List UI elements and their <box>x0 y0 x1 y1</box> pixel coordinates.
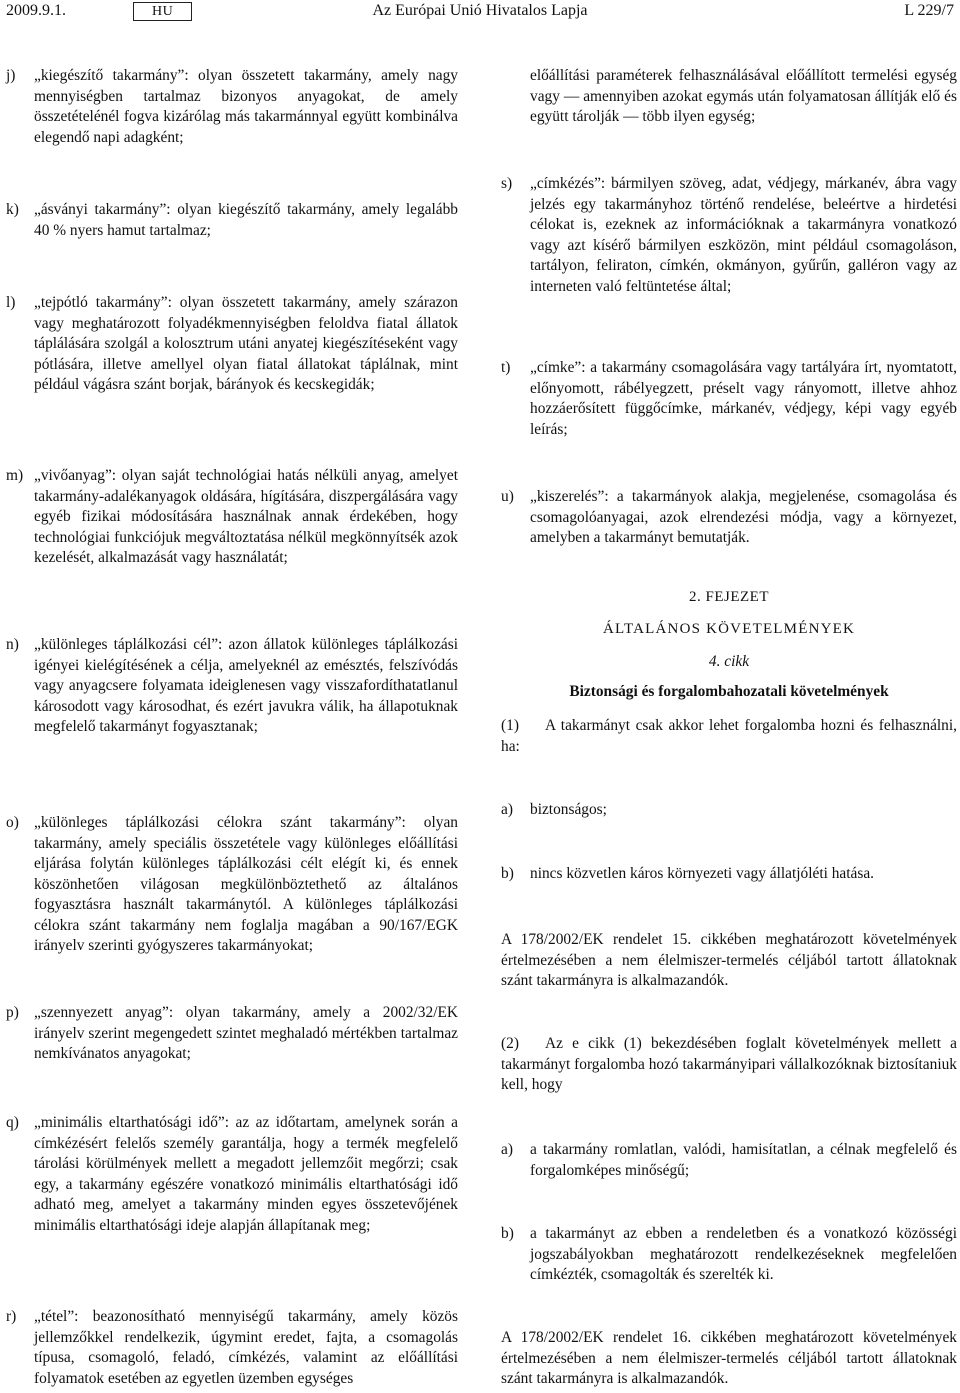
continuation-text: előállítási paraméterek felhasználásával előállított termelési egység vagy — amennyiben azokat egymás után folyamatosan állítják elő és együtt tárolják — több ilyen egység; <box>530 67 957 125</box>
item-text: „különleges táplálkozási cél”: azon állatok különleges táplálkozási igényei kielégítésének a célja, amelyeknél az emésztés, felszívódás vagy anyagcsere folyamata ideiglenesen vagy visszafordíthatatlanul károsodott vagy károsodhat, és ezért javukra válik, ha állapotuknak megfelelő takarmányt fogyasztanak; <box>34 636 458 735</box>
requirement-item-b <box>501 1224 957 1286</box>
paragraph-2-note: A 178/2002/EK rendelet 16. cikkében meghatározott követelmények értelmezésében a nem élelmiszer-termelés céljából tartott állatoknak szánt takarmányra is alkalmazandók. <box>501 1329 957 1387</box>
item-text: a takarmányt az ebben a rendeletben és a vonatkozó közösségi jogszabályokban meghatározott rendelkezéseknek megfelelően címkézték, csomagolták és szerelték ki. <box>530 1225 957 1283</box>
item-text: „címkézés”: bármilyen szöveg, adat, védjegy, márkanév, ábra vagy jelzés egy takarmányhoz történő rendelése, beleértve a hirdetési célokat is, ezeknek az információknak a takarmányra vonatkozó vagy azt kísérő bármilyen eszközön, mint például csomagoláson, tartályon, feliraton, címkén, okmányon, gyűrűn, galléron vagy az interneten való feltüntetése által; <box>530 175 957 295</box>
page-number: L 229/7 <box>904 2 954 19</box>
item-text: „címke”: a takarmány csomagolására vagy tartályára írt, nyomtatott, előnyomott, rábélyegzett, préselt vagy rányomott, illetve ahhoz hozzáerősített függőcímke, márkanév, védjegy, képi vagy egyéb leírás; <box>530 359 957 438</box>
item-label: t) <box>501 359 511 376</box>
definition-item-t <box>501 358 957 440</box>
item-text: „tétel”: beazonosítható mennyiségű takarmány, amely közös jellemzőkkel rendelkezik, úgymint eredet, fajta, a csomagolás típusa, csomagoló, feladó, címkézés, valamint az előállítási folyamatok esetében az egyetlen üzemben egységes <box>34 1308 458 1387</box>
condition-item-a <box>501 800 957 821</box>
item-label: u) <box>501 488 514 505</box>
item-label: q) <box>6 1114 19 1131</box>
item-text: „minimális eltarthatósági idő”: az az időtartam, amelynek során a címkézésért felelős személy garantálja, hogy a termék megfelelő tárolási körülmények mellett a megadott jellemzőit megőrzi; csak egy, a takarmány egészére vonatkozó minimális eltarthatósági idő adható meg, amelyet a takarmány minden egyes összetevőjének minimális eltarthatósági ideje alapján állapítanak meg; <box>34 1114 458 1234</box>
paragraph-text: A takarmányt csak akkor lehet forgalomba hozni és felhasználni, ha: <box>501 717 957 755</box>
item-label: s) <box>501 175 513 192</box>
item-text: „vivőanyag”: olyan saját technológiai hatás nélküli anyag, amelyet takarmány-adalékanyagok oldására, hígítására, diszpergálására vagy egyéb fizikai módosítására használnak annak érdekében, hogy technológiai funkciójuk megváltoztatása nélkül megkönnyítsék azok kezelését, alkalmazását vagy használatát; <box>34 467 458 566</box>
paragraph-number: (2) <box>501 1035 519 1052</box>
item-text: „szennyezett anyag”: olyan takarmány, amely a 2002/32/EK irányelv szerint megengedett szintet meghaladó mértékben tartalmaz nemkívánatos anyagokat; <box>34 1004 458 1062</box>
item-text: nincs közvetlen káros környezeti vagy állatjóléti hatása. <box>530 865 875 882</box>
publication-date: 2009.9.1. <box>6 2 66 19</box>
paragraph-1-note: A 178/2002/EK rendelet 15. cikkében meghatározott követelmények értelmezésében a nem élelmiszer-termelés céljából tartott állatoknak szánt takarmányra is alkalmazandók. <box>501 931 957 989</box>
definition-item-n <box>6 635 458 738</box>
chapter-title: ÁLTALÁNOS KÖVETELMÉNYEK <box>602 621 856 637</box>
condition-item-b <box>501 864 957 885</box>
definition-item-q <box>6 1113 458 1236</box>
item-label: b) <box>501 865 514 882</box>
requirement-item-a <box>501 1140 957 1181</box>
article-title: Biztonsági és forgalombahozatali követelmények <box>569 683 889 700</box>
right-column <box>501 0 957 1393</box>
item-label: m) <box>6 467 24 484</box>
item-label: o) <box>6 814 19 831</box>
item-label: r) <box>6 1308 17 1325</box>
item-text: „kiegészítő takarmány”: olyan összetett takarmány, amely nagy mennyiségben tartalmaz bizonyos anyagokat, de amely összetételénél fogva kizárólag más takarmánnyal együtt kombinálva elegendő napi adagként; <box>34 67 458 146</box>
item-text: „különleges táplálkozási célokra szánt takarmány”: olyan takarmány, amely speciális összetétele vagy különleges előállítási eljárása folytán különleges táplálkozási célt elégít ki, és ennek köszönhetően világosan megkülönböztethető az általános fogyasztásra használt takarmánytól. A különleges táplálkozási célokra szánt takarmány nem foglalja magában a 90/167/EGK irányelv szerinti gyógyszeres takarmányokat; <box>34 814 458 954</box>
paragraph-2 <box>501 1034 957 1096</box>
item-label: n) <box>6 636 19 653</box>
chapter-number: 2. FEJEZET <box>689 589 769 605</box>
article-number: 4. cikk <box>708 653 750 670</box>
item-label: b) <box>501 1225 514 1242</box>
paragraph-number: (1) <box>501 717 519 734</box>
paragraph-1 <box>501 716 957 757</box>
item-text: „tejpótló takarmány”: olyan összetett takarmány, amely szárazon vagy meghatározott folyadékmennyiségben feloldva fiatal állatok táplálására szolgál a kolosztrum utáni anyatej kiegészítéseként vagy pótlására, illetve amellyel olyan fiatal állatokat táplálnak, mint például vágásra szánt borjak, bárányok és kecskegidák; <box>34 294 458 393</box>
paragraph-text: Az e cikk (1) bekezdésében foglalt követelmények mellett a takarmányt forgalomba hozó takarmányipari vállalkozóknak biztosítaniuk kell, hogy <box>501 1035 957 1093</box>
journal-title: Az Európai Unió Hivatalos Lapja <box>372 2 588 19</box>
item-label: a) <box>501 801 513 818</box>
item-text: „ásványi takarmány”: olyan kiegészítő takarmány, amely legalább 40 % nyers hamut tartalmaz; <box>34 201 458 239</box>
definition-item-k <box>6 200 458 241</box>
item-label: a) <box>501 1141 513 1158</box>
definition-item-j <box>6 66 458 148</box>
item-label: j) <box>6 67 16 84</box>
definition-item-o <box>6 813 458 957</box>
item-text: biztonságos; <box>530 801 607 818</box>
definition-item-p <box>6 1003 458 1065</box>
item-label: l) <box>6 294 16 311</box>
item-label: p) <box>6 1004 19 1021</box>
item-label: k) <box>6 201 19 218</box>
left-column <box>6 0 458 1393</box>
definition-item-s <box>501 174 957 297</box>
item-text: „kiszerelés”: a takarmányok alakja, megjelenése, csomagolása és csomagolóanyagai, azok elrendezési módja, vagy a környezet, amelyben a takarmányt bemutatják. <box>530 488 957 546</box>
definition-item-r <box>6 1307 458 1389</box>
definition-item-u <box>501 487 957 549</box>
language-badge: HU <box>133 2 192 21</box>
definition-item-m <box>6 466 458 569</box>
definition-item-l <box>6 293 458 396</box>
item-text: a takarmány romlatlan, valódi, hamisítatlan, a célnak megfelelő és forgalomképes minőségű; <box>530 1141 957 1179</box>
